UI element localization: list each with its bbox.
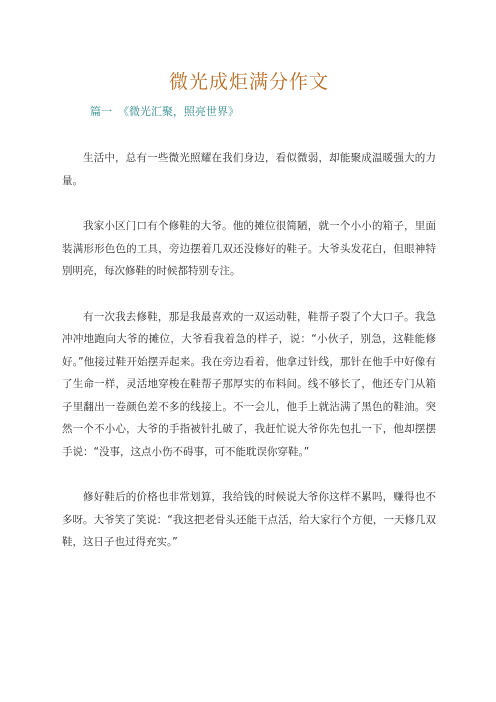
chapter-heading [62,103,436,120]
paragraph-1: 生活中，总有一些微光照耀在我们身边，看似微弱，却能聚成温暖强大的力量。 [62,152,436,187]
chapter-title: 《微光汇聚，照亮世界》 [118,105,239,118]
paragraph-3: 有一次我去修鞋，那是我最喜欢的一双运动鞋，鞋帮子裂了个大口子。我急冲冲地跑向大爷的摊位，大爷看我着急的样子，说：“小伙子，别急，这鞋能修好。”他接过鞋开始摆弄起来。我在旁边看着，他拿过针线，那针在他手中好像有了生命一样，灵活地穿梭在鞋帮子那厚实的布料间。线不够长了，他还专门从箱子里翻出一卷颜色差不多的线接上。不一会儿，他手上就沾满了黑色的鞋油。突然一个不小心，大爷的手指被针扎破了，我赶忙说大爷你先包扎一下，他却摆摆手说：“没事，这点小伤不碍事，可不能耽误你穿鞋。” [62,310,436,458]
paragraph-2: 我家小区门口有个修鞋的大爷。他的摊位很简陋，就一个小小的箱子，里面装满形形色色的工具，旁边摆着几双还没修好的鞋子。大爷头发花白，但眼神特别明亮，每次修鞋的时候都特别专注。 [62,220,436,277]
paragraph-4: 修好鞋后的价格也非常划算，我给钱的时候说大爷你这样不累吗，赚得也不多呀。大爷笑了笑说：“我这把老骨头还能干点活，给大家行个方便，一天修几双鞋，这日子也过得充实。” [62,491,436,548]
document-title: 微光成炬满分作文 [168,71,329,93]
chapter-number: 篇一 [90,105,112,118]
